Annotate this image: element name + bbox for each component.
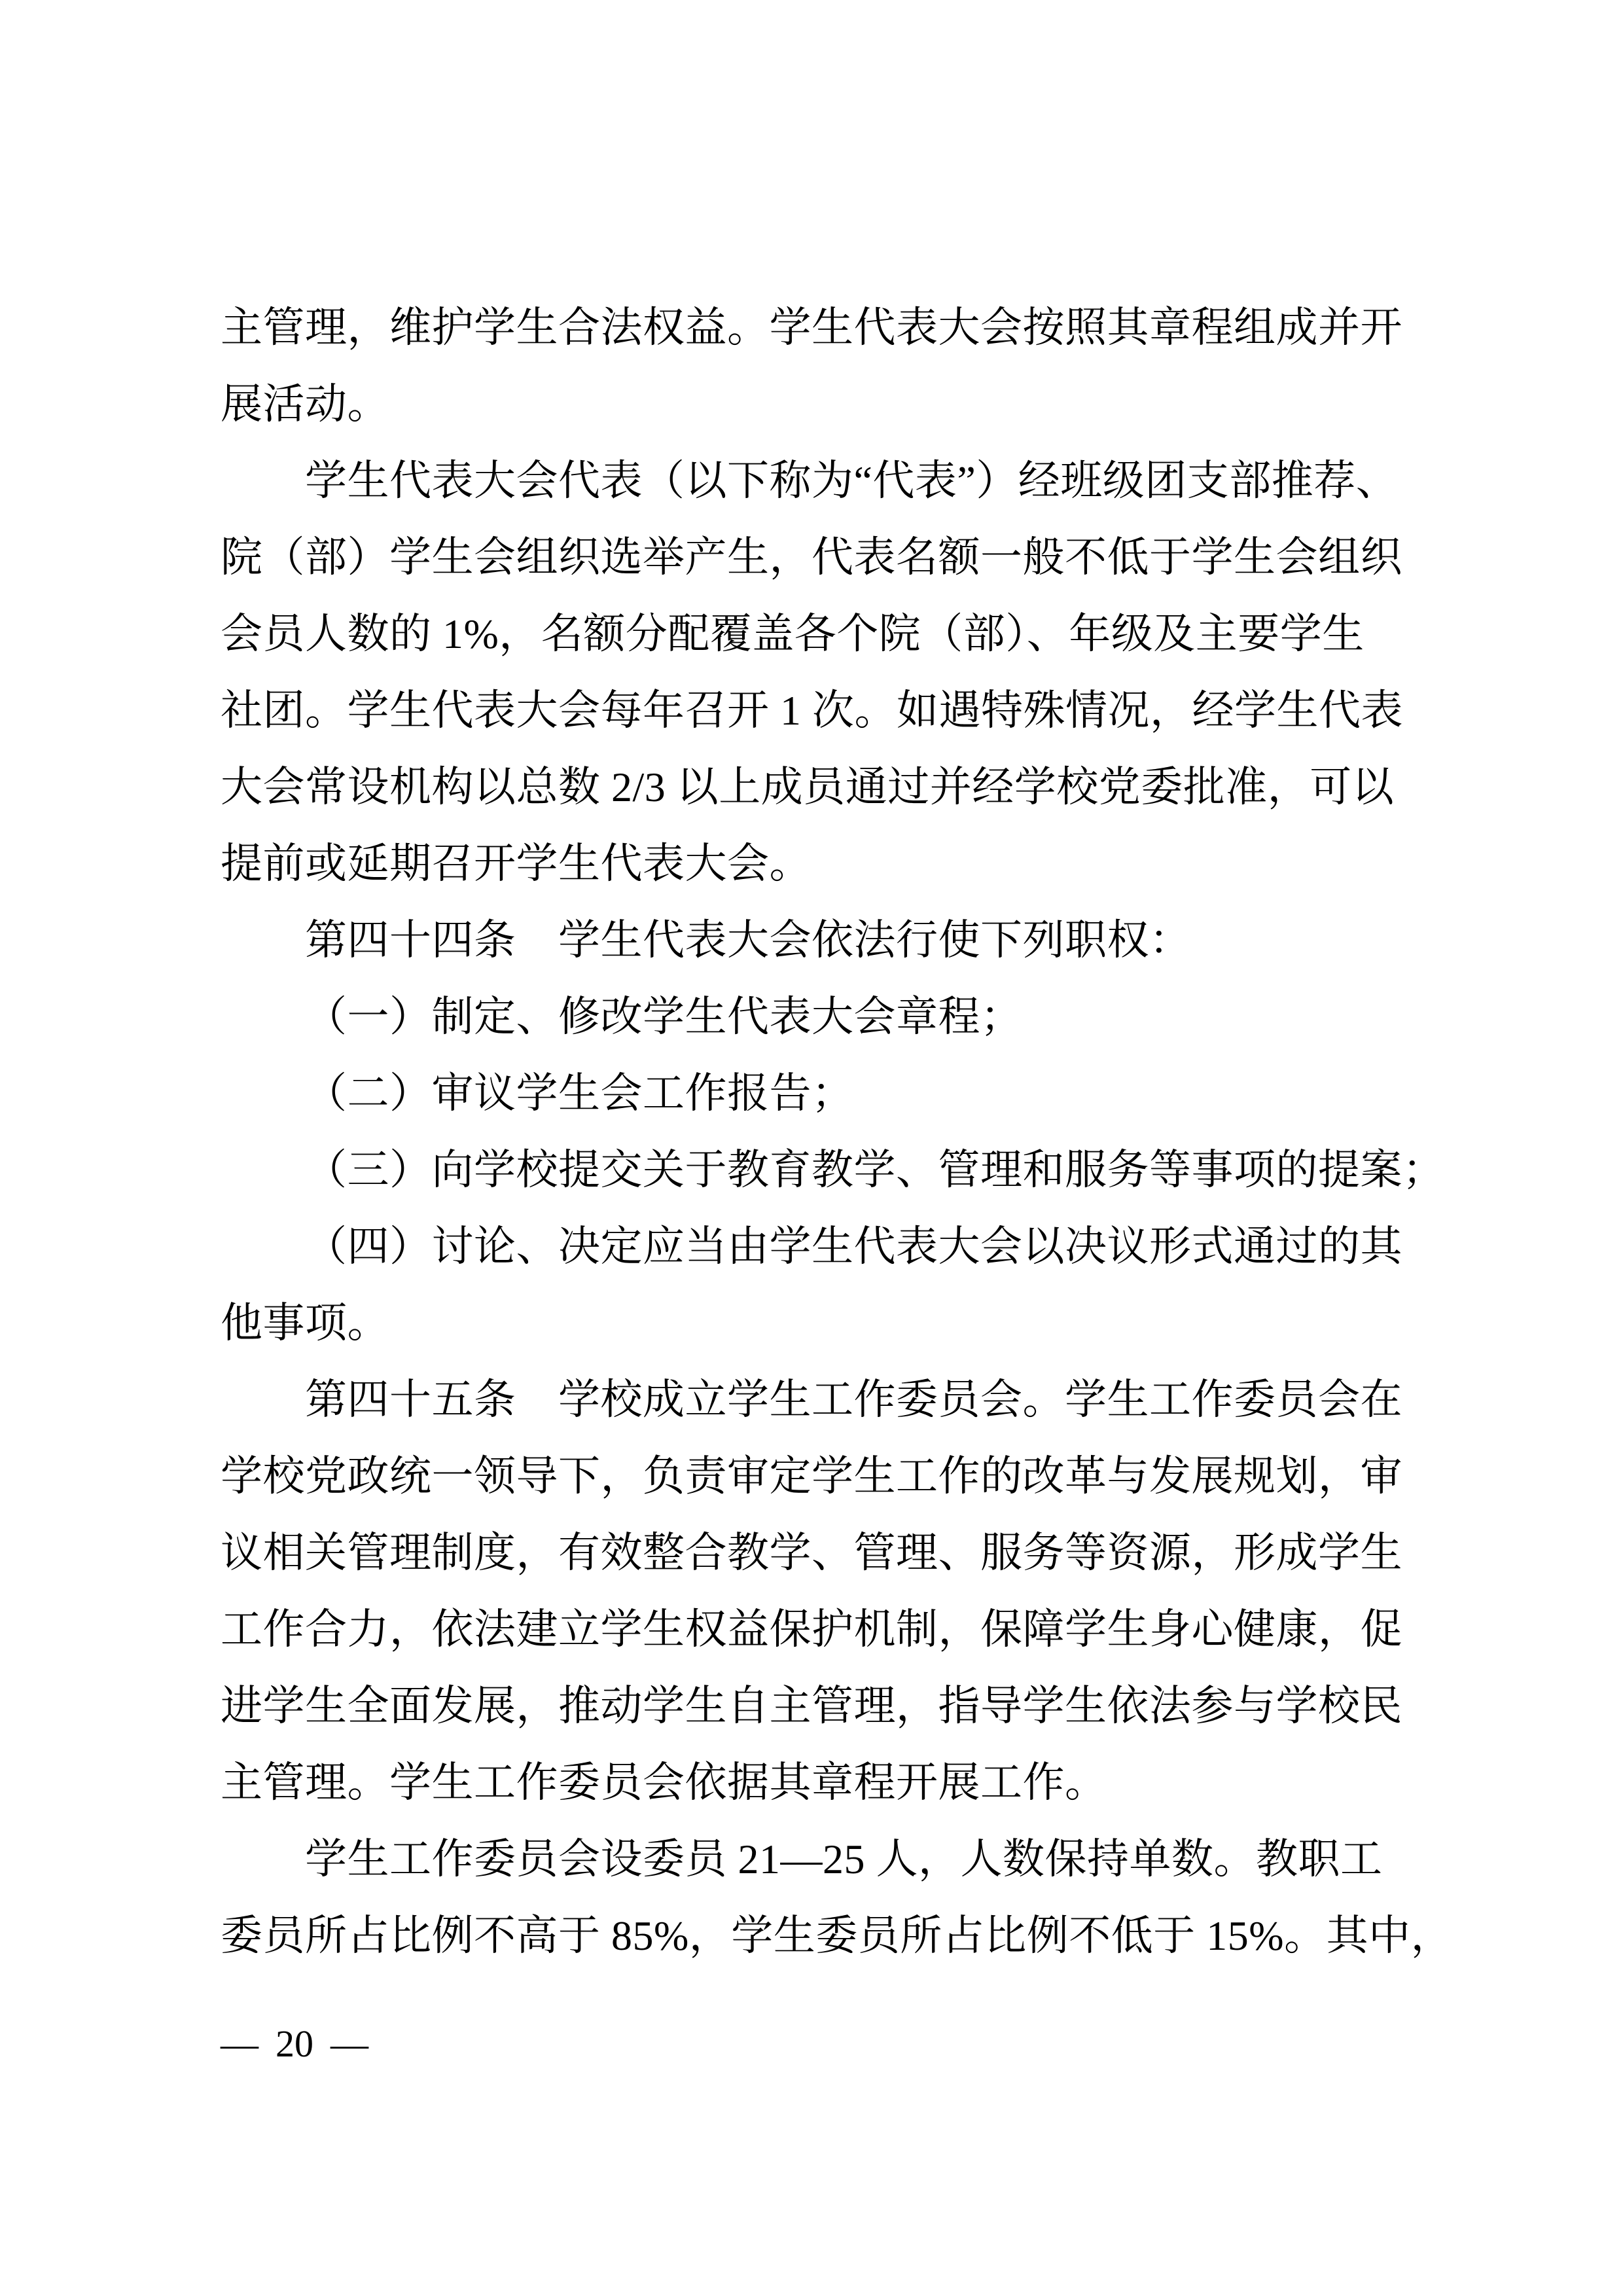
text-body <box>221 289 1454 1974</box>
text-line: 学生代表大会代表（以下称为“代表”）经班级团支部推荐、 <box>305 457 1399 504</box>
text-line: 第四十五条 学校成立学生工作委员会。学生工作委员会在 <box>305 1376 1402 1423</box>
text-line: （一）制定、修改学生代表大会章程； <box>305 994 1023 1040</box>
footer-dash-right: — <box>330 2022 368 2065</box>
text-line: （二）审议学生会工作报告； <box>305 1070 854 1117</box>
text-line: 进学生全面发展，推动学生自主管理，指导学生依法参与学校民 <box>221 1683 1402 1729</box>
text-line: 议相关管理制度，有效整合教学、管理、服务等资源，形成学生 <box>221 1530 1402 1576</box>
text-line: 大会常设机构以总数 2/3 以上成员通过并经学校党委批准，可以 <box>221 764 1395 810</box>
text-line: 社团。学生代表大会每年召开 1 次。如遇特殊情况，经学生代表 <box>221 687 1403 734</box>
text-line: 他事项。 <box>221 1300 389 1346</box>
text-line: 展活动。 <box>221 381 389 427</box>
text-line: 主管理，维护学生合法权益。学生代表大会按照其章程组成并开 <box>221 304 1402 351</box>
footer-dash-left: — <box>221 2022 259 2065</box>
text-line: 工作合力，依法建立学生权益保护机制，保障学生身心健康，促 <box>221 1606 1402 1653</box>
text-line: 学校党政统一领导下，负责审定学生工作的改革与发展规划，审 <box>221 1453 1402 1499</box>
text-line: 提前或延期召开学生代表大会。 <box>221 840 812 887</box>
page-footer <box>221 2015 368 2073</box>
text-line: 院（部）学生会组织选举产生，代表名额一般不低于学生会组织 <box>221 534 1402 581</box>
text-line: 会员人数的 1%，名额分配覆盖各个院（部）、年级及主要学生 <box>221 611 1364 657</box>
text-line: 主管理。学生工作委员会依据其章程开展工作。 <box>221 1759 1107 1806</box>
page-number: 20 <box>276 2022 313 2065</box>
text-line: （三）向学校提交关于教育教学、管理和服务等事项的提案； <box>305 1147 1445 1193</box>
text-line: 第四十四条 学生代表大会依法行使下列职权： <box>305 917 1192 963</box>
text-line: 委员所占比例不高于 85%，学生委员所占比例不低于 15%。其中， <box>221 1912 1454 1959</box>
text-line: （四）讨论、决定应当由学生代表大会以决议形式通过的其 <box>305 1223 1402 1270</box>
text-line: 学生工作委员会设委员 21—25 人，人数保持单数。教职工 <box>305 1836 1383 1882</box>
